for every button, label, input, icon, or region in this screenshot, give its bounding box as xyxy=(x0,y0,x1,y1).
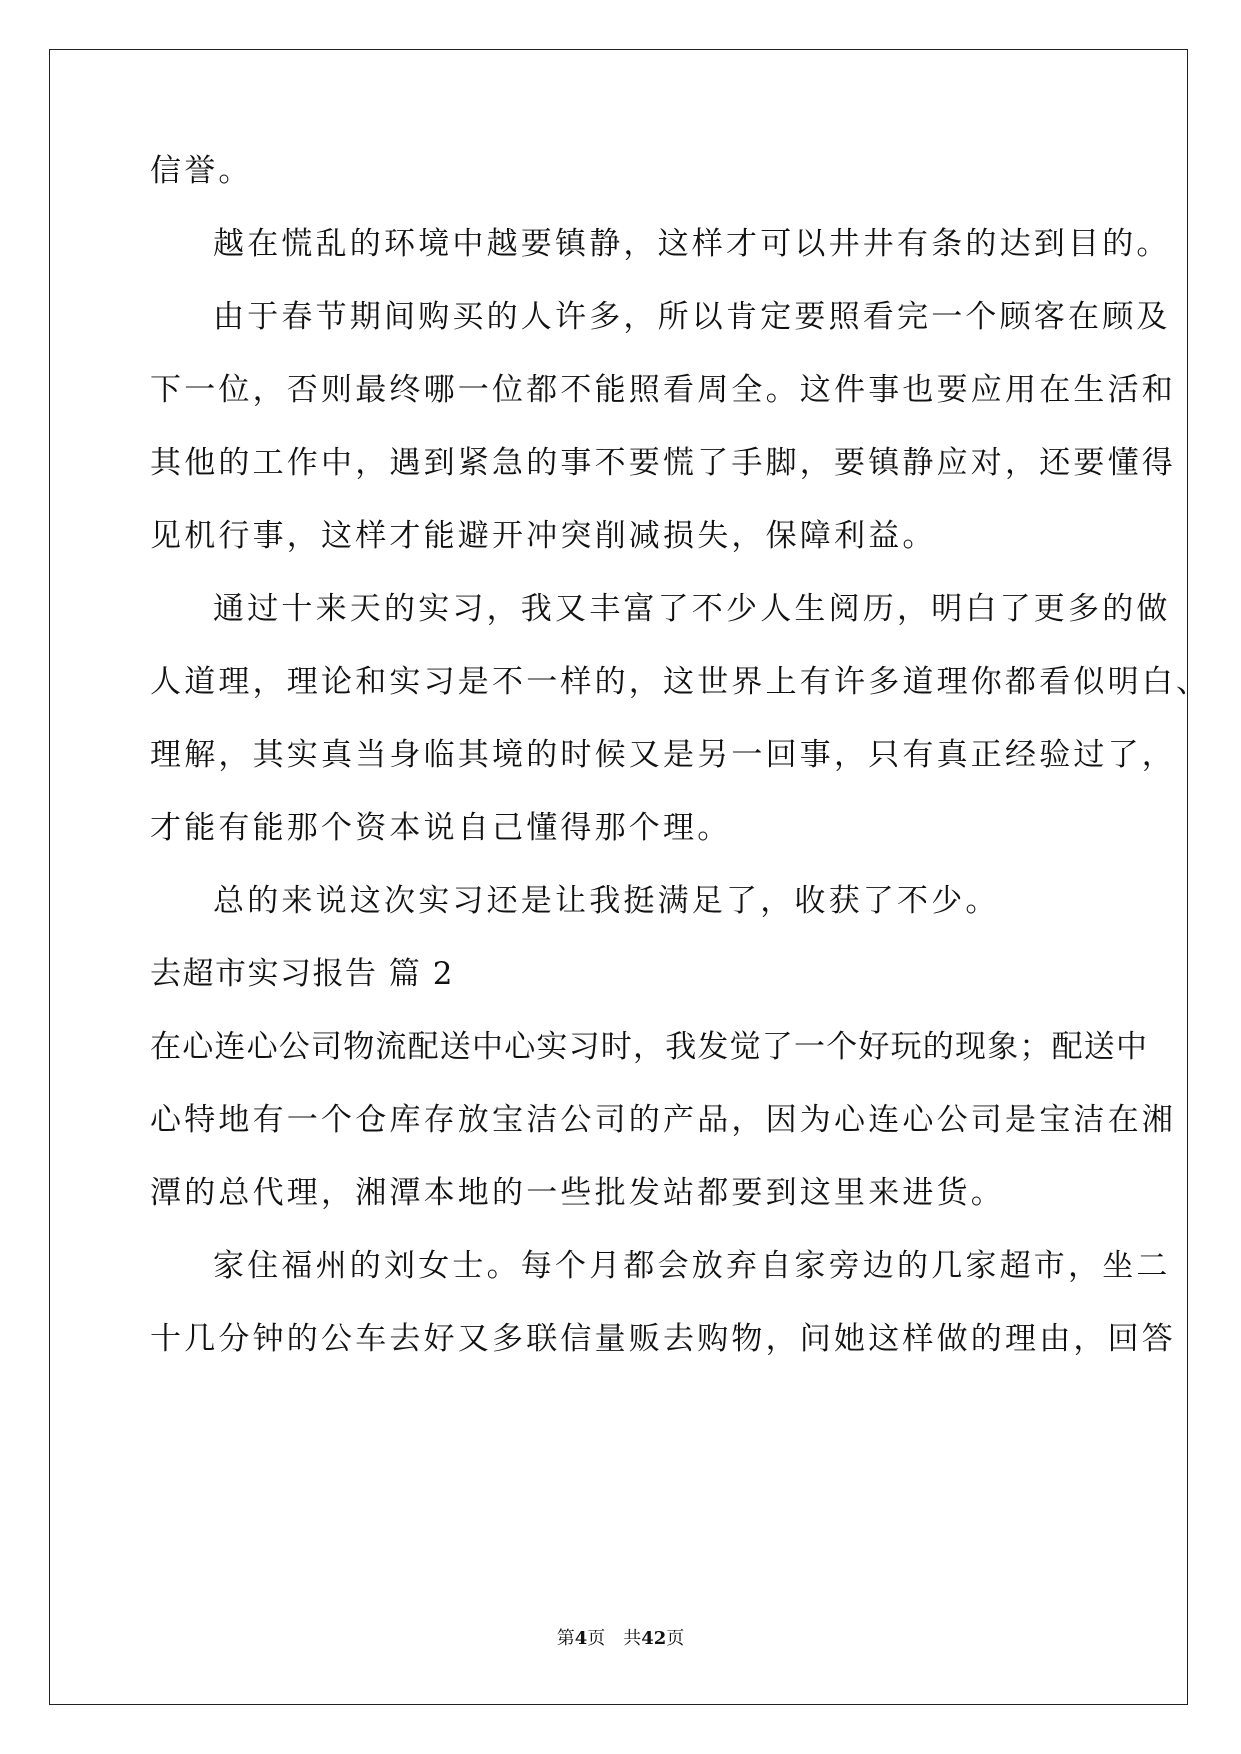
page-total: 42 xyxy=(641,1628,667,1649)
text-line: 总的来说这次实习还是让我挺满足了，收获了不少。 xyxy=(213,883,1000,919)
page-label-prefix: 第 xyxy=(556,1628,575,1649)
text-line: 十几分钟的公车去好又多联信量贩去购物，问她这样做的理由，回答 xyxy=(150,1321,1176,1357)
text-line: 由于春节期间购买的人许多，所以肯定要照看完一个顾客在顾及 xyxy=(213,299,1171,335)
text-line: 越在慌乱的环境中越要镇静，这样才可以井井有条的达到目的。 xyxy=(213,226,1171,262)
text-line: 见机行事，这样才能避开冲突削减损失，保障利益。 xyxy=(150,518,937,554)
text-line: 其他的工作中，遇到紧急的事不要慌了手脚，要镇静应对，还要懂得 xyxy=(150,445,1176,481)
page-label-suffix: 页 xyxy=(666,1628,685,1649)
page-label-mid: 页 共 xyxy=(587,1628,642,1649)
page-current: 4 xyxy=(574,1628,588,1649)
text-line: 人道理，理论和实习是不一样的，这世界上有许多道理你都看似明白、 xyxy=(150,664,1211,700)
text-line: 心特地有一个仓库存放宝洁公司的产品，因为心连心公司是宝洁在湘 xyxy=(150,1102,1176,1138)
text-line: 通过十来天的实习，我又丰富了不少人生阅历，明白了更多的做 xyxy=(213,591,1171,627)
text-line: 信誉。 xyxy=(150,153,253,189)
text-line: 潭的总代理，湘潭本地的一些批发站都要到这里来进货。 xyxy=(150,1175,1005,1211)
text-line: 理解，其实真当身临其境的时候又是另一回事，只有真正经验过了， xyxy=(150,737,1176,773)
page-footer xyxy=(0,1627,1241,1651)
text-line: 下一位，否则最终哪一位都不能照看周全。这件事也要应用在生活和 xyxy=(150,372,1176,408)
section-heading: 去超市实习报告 篇 2 xyxy=(150,956,454,992)
text-line: 才能有能那个资本说自己懂得那个理。 xyxy=(150,810,732,846)
text-line: 在心连心公司物流配送中心实习时，我发觉了一个好玩的现象；配送中 xyxy=(150,1029,1149,1065)
text-line: 家住福州的刘女士。每个月都会放弃自家旁边的几家超市，坐二 xyxy=(213,1248,1171,1284)
